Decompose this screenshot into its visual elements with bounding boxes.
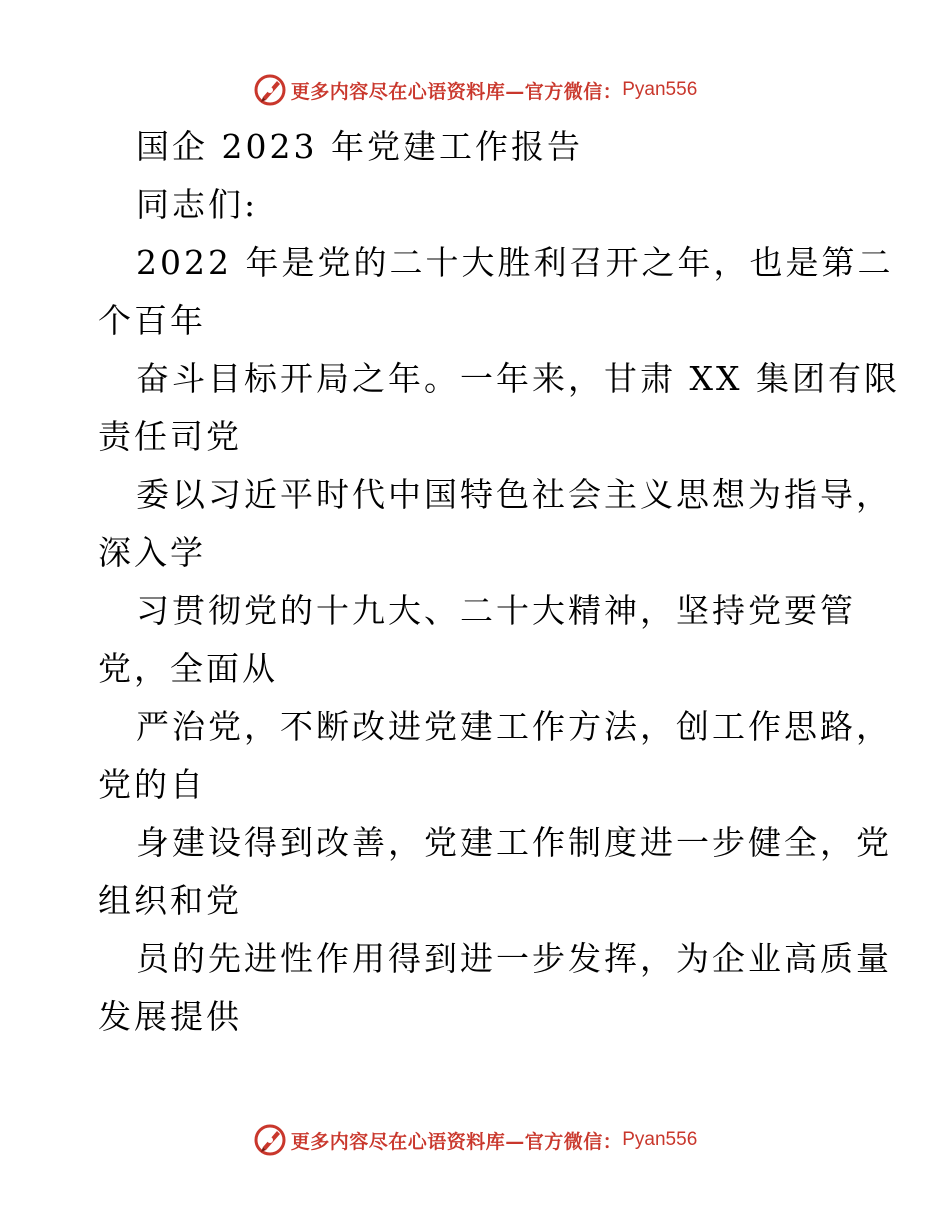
text-line: 责任司党 bbox=[98, 417, 242, 456]
text-line: 员的先进性作用得到进一步发挥，为企业高质量 bbox=[136, 939, 892, 978]
footer-banner-text: 更多内容尽在心语资料库—官方微信： bbox=[290, 1130, 623, 1153]
text-line: 发展提供 bbox=[98, 997, 242, 1036]
pen-logo-icon bbox=[253, 73, 287, 107]
text-line: 习贯彻党的十九大、二十大精神，坚持党要管 bbox=[136, 591, 856, 630]
footer-wechat-id: Pyan556 bbox=[622, 1129, 698, 1150]
text-line: 奋斗目标开局之年。一年来，甘肃 XX 集团有限 bbox=[136, 359, 900, 398]
text-line: 党，全面从 bbox=[98, 649, 278, 688]
header-banner-text: 更多内容尽在心语资料库—官方微信： bbox=[290, 80, 623, 103]
text-line: 组织和党 bbox=[98, 881, 242, 920]
document-salutation: 同志们: bbox=[136, 185, 259, 224]
document-body bbox=[98, 124, 900, 1052]
text-line: 严治党，不断改进党建工作方法，创工作思路， bbox=[136, 707, 892, 746]
text-line: 深入学 bbox=[98, 533, 206, 572]
paragraph bbox=[98, 240, 900, 1052]
footer-banner bbox=[0, 1120, 950, 1160]
text-line: 个百年 bbox=[98, 301, 206, 340]
text-line: 党的自 bbox=[98, 765, 206, 804]
text-line: 委以习近平时代中国特色社会主义思想为指导， bbox=[136, 475, 892, 514]
document-title: 国企 2023 年党建工作报告 bbox=[136, 127, 583, 166]
text-line: 身建设得到改善，党建工作制度进一步健全，党 bbox=[136, 823, 892, 862]
header-wechat-id: Pyan556 bbox=[622, 79, 698, 100]
text-line: 2022 年是党的二十大胜利召开之年，也是第二 bbox=[136, 243, 894, 282]
pen-logo-icon bbox=[253, 1123, 287, 1157]
header-banner bbox=[0, 70, 950, 110]
